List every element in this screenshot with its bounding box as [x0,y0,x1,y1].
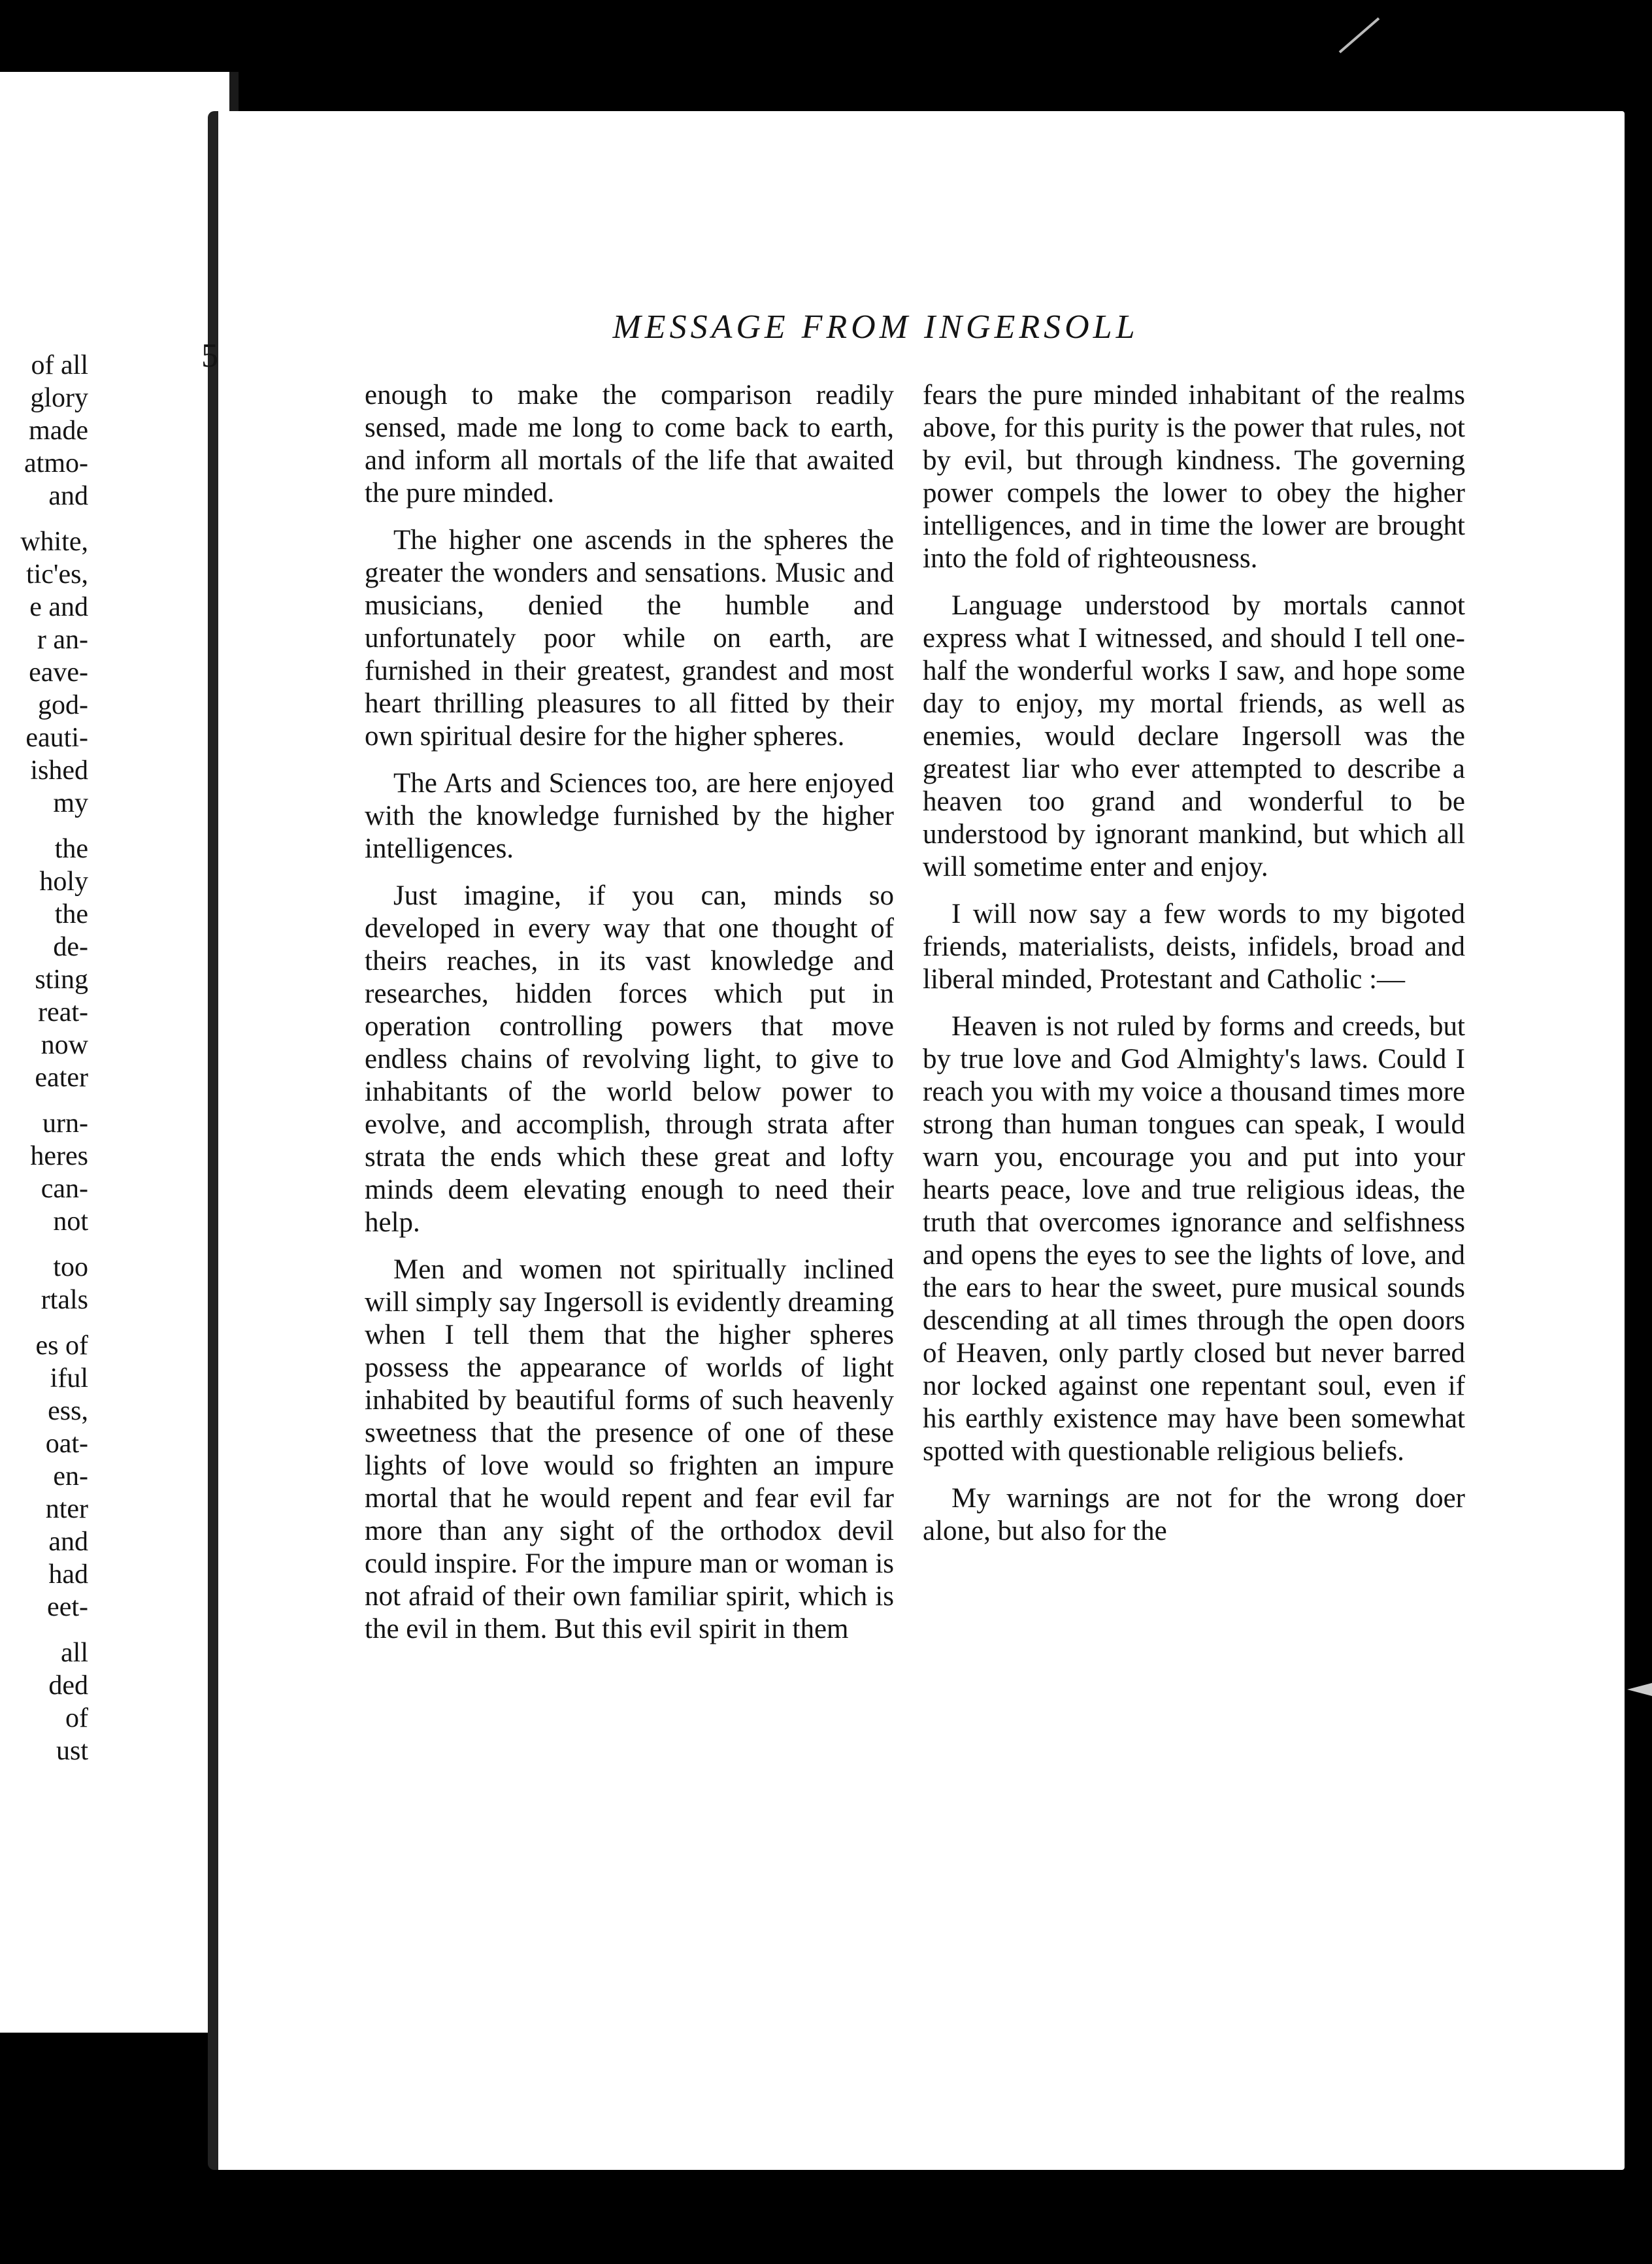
previous-page-line: white, [20,527,88,557]
previous-page-line: ded [48,1671,88,1701]
previous-page-line: r an- [37,625,88,655]
text-column-left [365,379,894,1660]
paragraph: fears the pure minded inhabitant of the realms above, for this purity is the power that rules, not by evil, but through kindness. The governing power compels the lower to obey the higher intelligences, and in time the lower are brought into the fold of righteousness. [923,380,1465,574]
paragraph: My warnings are not for the wrong doer alone, but also for the [923,1483,1465,1546]
paragraph: Heaven is not ruled by forms and creeds, but by true love and God Almighty's laws. Could I reach you with my voice a thousand times more strong than human tongues can speak, I would warn you, encourage you and put into your hearts peace, love and true religious ideas, the truth that overcomes ignorance and selfishness and opens the eyes to see the lights of love, and the ears to hear the sweet, pure musical sounds descending at all times through the open doors of Heaven, only partly closed but never barred nor locked against one repentant soul, even if his earthly existence may have been somewhat spotted with questionable religious beliefs. [923,1011,1465,1467]
previous-page-line: urn- [42,1108,88,1139]
paragraph: The higher one ascends in the spheres the greater the wonders and sensations. Music and musicians, denied the humble and unfortunately poor while on earth, are furnished in their greatest, grandest and most heart thrilling pleasures to all fitted by their own spiritual desire for the higher spheres. [365,525,894,752]
previous-page-line: and [48,481,88,511]
previous-page-line: oat- [45,1429,88,1459]
previous-page-line: sting [35,965,88,995]
previous-page-line: en- [53,1461,88,1491]
previous-page-line: e and [29,592,88,622]
previous-page-line: the [54,834,88,864]
paragraph: Language understood by mortals cannot express what I witnessed, and should I tell one-half the wonderful works I saw, and hope some day to enjoy, my mortal friends, as well as enemies, would declare Ingersoll was the greatest liar who ever attempted to describe a heaven too grand and wonderful to be understood by ignorant mankind, but which all will sometime enter and enjoy. [923,590,1465,882]
edge-speck [1627,1683,1652,1696]
previous-page-line: and [48,1527,88,1557]
previous-page-line: can- [41,1174,88,1204]
previous-page-line: ust [56,1736,88,1766]
text-column-right [923,379,1465,1562]
previous-page-line: reat- [38,997,88,1027]
previous-page-line: de- [53,932,88,962]
previous-page-line: all [61,1638,88,1668]
previous-page-line: not [53,1207,88,1237]
previous-page-line: god- [38,690,88,720]
paragraph: Men and women not spiritually inclined will simply say Ingersoll is evidently dreaming when I tell them that the higher spheres possess the appearance of worlds of light inhabited by beautiful forms of such heavenly sweetness that the presence of one of these lights of love would so frighten an impure mortal that he would repent and fear evil far more than any sight of the orthodox devil could inspire. For the impure man or woman is not afraid of their own familiar spirit, which is the evil in them. But this evil spirit in them [365,1254,894,1644]
previous-page-line: es of [35,1331,88,1361]
previous-page-line: glory [30,383,88,413]
previous-page-line: tic'es, [25,559,88,590]
page-number: 5 [201,337,218,375]
previous-page-line: of all [31,350,88,380]
previous-page-line: my [53,788,88,818]
previous-page-line: made [29,416,88,446]
paragraph: I will now say a few words to my bigoted friends, materialists, deists, infidels, broad and liberal minded, Protestant and Catholic :— [923,899,1465,995]
previous-page-line: eater [35,1063,88,1093]
previous-page-line: rtals [41,1285,88,1315]
page [201,111,1625,2170]
paragraph: enough to make the comparison readily sensed, made me long to come back to earth, and inform all mortals of the life that awaited the pure minded. [365,380,894,508]
previous-page-line: too [53,1252,88,1282]
previous-page-line: now [41,1030,88,1060]
previous-page-line: eet- [47,1592,88,1622]
previous-page-line: ess, [48,1396,88,1426]
paragraph: The Arts and Sciences too, are here enjoyed with the knowledge furnished by the higher intelligences. [365,768,894,864]
previous-page-line: holy [39,867,88,897]
previous-page-line: the [54,899,88,929]
previous-page-line: eauti- [25,723,88,753]
previous-page-line: had [48,1559,88,1590]
previous-page-line: iful [50,1363,88,1393]
previous-page-line: ished [30,756,88,786]
scratch-mark [1340,18,1379,52]
previous-page-line: heres [30,1141,88,1171]
paragraph: Just imagine, if you can, minds so developed in every way that one thought of theirs reaches, in its vast knowledge and researches, hidden forces which put in operation controlling powers that move endless chains of revolving light, to give to inhabitants of the world below power to evolve, and accomplish, through strata after strata the ends which these great and lofty minds deem elevating enough to need their help. [365,880,894,1238]
previous-page-line: of [65,1703,88,1733]
previous-page-line: nter [45,1494,88,1524]
previous-page-line: eave- [29,658,88,688]
running-head: MESSAGE FROM INGERSOLL [612,308,1139,346]
previous-page-line: atmo- [24,448,88,478]
